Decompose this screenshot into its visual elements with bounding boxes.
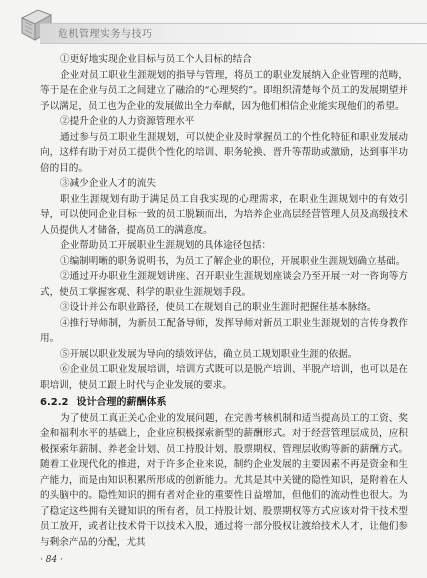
page-header xyxy=(0,0,427,48)
page-number-value: 84 xyxy=(45,555,58,565)
section-title: 设计合理的薪酬体系 xyxy=(76,397,167,408)
page-body xyxy=(40,52,408,550)
paragraph: ⑤开展以职业发展为导向的绩效评估，确立员工规划职业生涯的依据。 xyxy=(60,348,358,360)
subheading: ②提升企业的人力资源管理水平 xyxy=(60,116,195,127)
paragraph: ⑥企业员工职业发展培训，培训方式既可以是脱产培训、半脱产培训，也可以是在职培训，使员工跟上时代与企业发展的要求。 xyxy=(40,364,408,391)
paragraph: 为了使员工真正关心企业的发展问题，在完善考核机制和适当提高员工的工资、奖金和福利水平的基础上，企业应积极探索新型的薪酬形式。对于经营管理层成员，应积极探索年薪制、养老金计划、员工持股计划、股票期权、管理层收购等新的薪酬方式。随着工业现代化的推进，对于许多企业来说，制约企业发展的主要因素不再是资金和生产能力，而是由知识积累所形成的创新能力。尤其是其中关键的隐性知识，是附着在人的头脑中的。隐性知识的拥有者对企业的重要性日益增加，但他们的流动性也很大。为了稳定这些拥有关键知识的所有者，员工持股计划、股票期权等方式应该对骨干技术型员工放开，或者让技术骨干以技术入股，通过将一部分股权让渡给技术人才，让他们参与剩余产品的分配，尤其 xyxy=(40,412,408,548)
paragraph: ③设计并公布职业路径，使员工在规划自己的职业生涯时把握住基本脉络。 xyxy=(60,302,377,313)
subheading: ③减少企业人才的流失 xyxy=(60,178,156,189)
running-title: 危机管理实务与技巧 xyxy=(58,29,153,40)
paragraph: ②通过开办职业生涯规划讲座、召开职业生涯规划座谈会乃至开展一对一咨询等方式，使员工掌握客观、科学的职业生涯规划手段。 xyxy=(40,271,408,298)
paragraph: 企业帮助员工开展职业生涯规划的具体途径包括： xyxy=(60,240,272,251)
section-heading xyxy=(40,395,408,411)
paragraph: 企业对员工职业生涯规划的指导与管理，将员工的职业发展纳入企业管理的范畴，等于是在企业与员工之间建立了融洽的“心理契约”。即组织清楚每个员工的发展期望并予以满足，员工也为企业的发展做出全力奉献，因为他们相信企业能实现他们的希望。 xyxy=(40,69,408,112)
paragraph: 通过参与员工职业生涯规划，可以使企业及时掌握员工的个性化特征和职业发展动向，这样有助于对员工提供个性化的培训、职务轮换、晋升等帮助或激励，达到事半功倍的目的。 xyxy=(40,131,408,174)
paragraph: ④推行导师制，为新员工配备导师，发挥导师对新员工职业生涯规划的言传身教作用。 xyxy=(40,317,408,344)
page-number: · 84 · xyxy=(40,555,63,565)
paragraph: 职业生涯规划有助于满足员工自我实现的心理需求，在职业生涯规划中的有效引导，可以使同企业目标一致的员工脱颖而出，为培养企业高层经营管理人员及高级技术人员提供人才储备，提高员工的满意度。 xyxy=(40,193,408,236)
paragraph: ①编制明晰的职务说明书，为员工了解企业的职位，开展职业生涯规划确立基础。 xyxy=(60,255,406,267)
section-number: 6.2.2 xyxy=(40,397,69,408)
subheading: ①更好地实现企业目标与员工个人目标的结合 xyxy=(60,54,252,65)
